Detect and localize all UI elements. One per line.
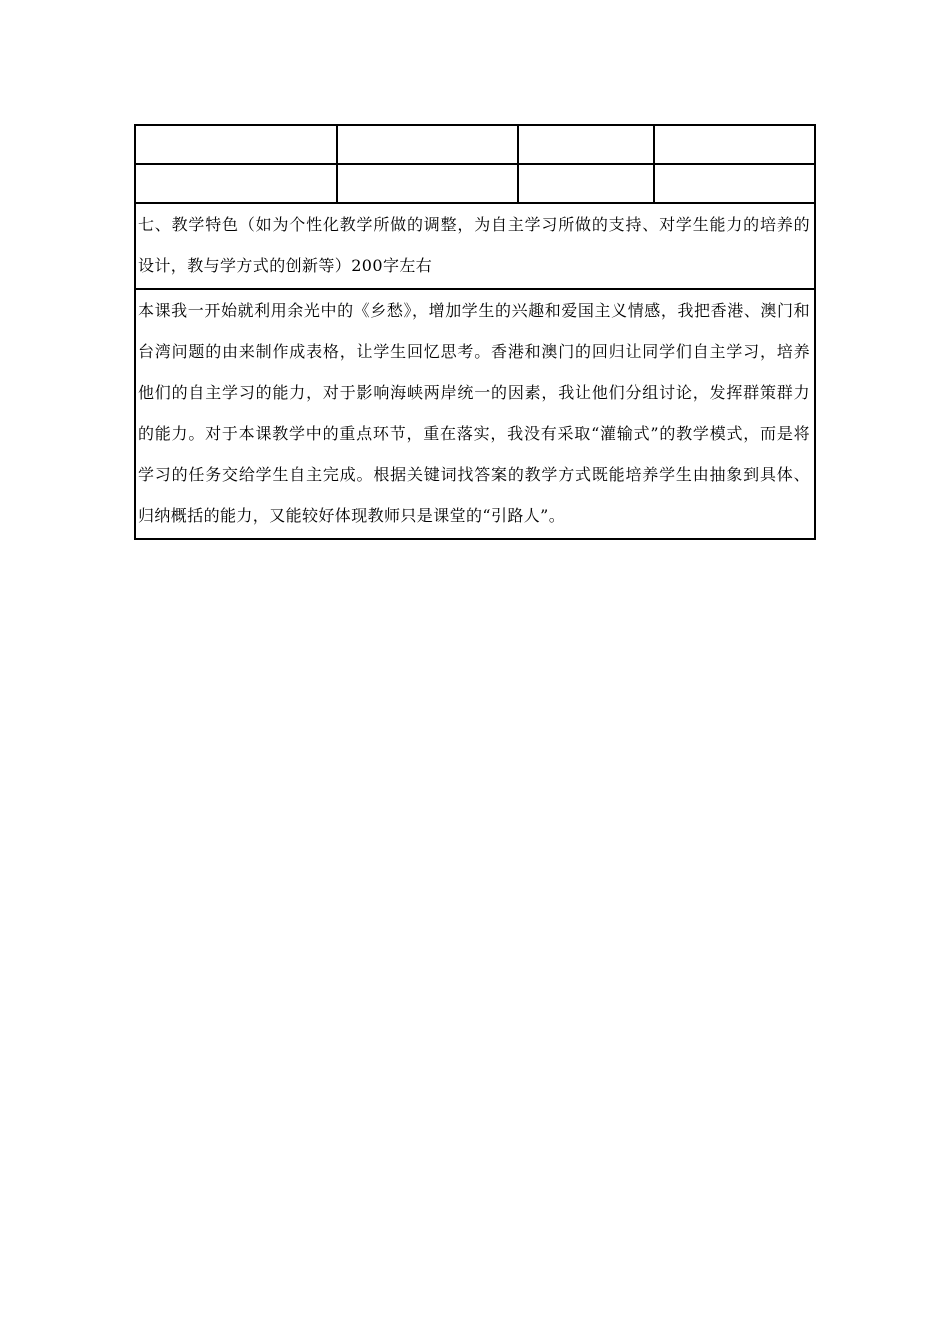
table-cell: [135, 164, 337, 203]
table-cell: [518, 125, 654, 164]
section-heading: 七、教学特色（如为个性化教学所做的调整，为自主学习所做的支持、对学生能力的培养的设计，教与学方式的创新等）200字左右: [138, 215, 810, 275]
table-row: [135, 289, 815, 539]
table-cell: [135, 125, 337, 164]
table-row: [135, 203, 815, 289]
table-row: [135, 125, 815, 164]
lesson-plan-table: [134, 124, 816, 540]
section-body: 本课我一开始就利用余光中的《乡愁》，增加学生的兴趣和爱国主义情感，我把香港、澳门和台湾问题的由来制作成表格，让学生回忆思考。香港和澳门的回归让同学们自主学习，培养他们的自主学习的能力，对于影响海峡两岸统一的因素，我让他们分组讨论，发挥群策群力的能力。对于本课教学中的重点环节，重在落实，我没有采取“灌输式”的教学模式，而是将学习的任务交给学生自主完成。根据关键词找答案的教学方式既能培养学生由抽象到具体、归纳概括的能力，又能较好体现教师只是课堂的“引路人”。: [138, 301, 810, 525]
table-cell: [654, 125, 815, 164]
section-body-cell: [135, 289, 815, 539]
table-cell: [518, 164, 654, 203]
table-cell: [337, 164, 518, 203]
section-heading-cell: [135, 203, 815, 289]
table-cell: [337, 125, 518, 164]
table-row: [135, 164, 815, 203]
table-cell: [654, 164, 815, 203]
